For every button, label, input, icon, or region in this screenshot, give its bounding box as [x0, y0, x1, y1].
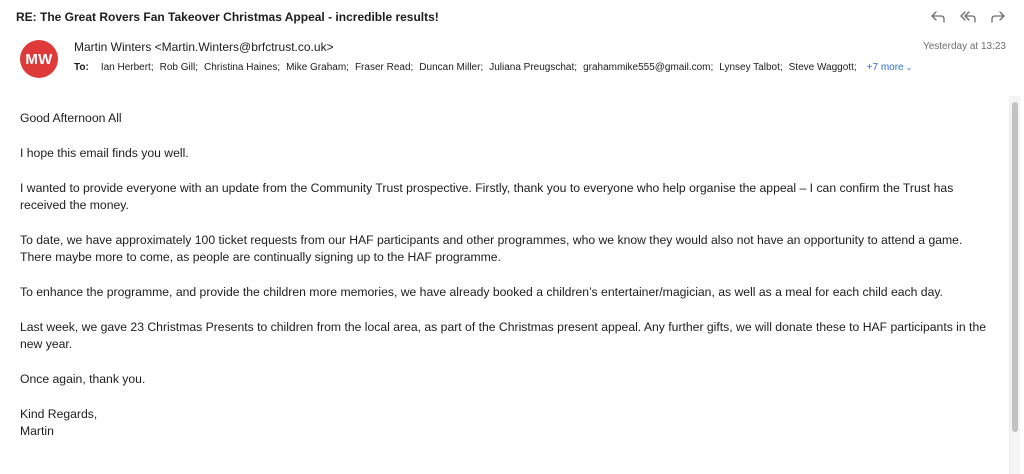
recipient[interactable]: Lynsey Talbot;: [719, 62, 783, 73]
closing: Kind Regards,: [20, 407, 98, 421]
body-paragraph: I wanted to provide everyone with an update from the Community Trust prospective. Firstly, thank you to everyone who help organise the appeal – I can confirm the Trust has received the money.: [20, 181, 954, 212]
recipient[interactable]: Mike Graham;: [286, 62, 349, 73]
body-paragraph: Once again, thank you.: [20, 372, 146, 386]
recipient[interactable]: Fraser Read;: [354, 62, 414, 73]
chevron-down-icon: ⌄: [905, 63, 913, 72]
body-paragraph: To enhance the programme, and provide the children more memories, we have already booked a children’s entertainer/magician, as well as a meal for each child each day.: [20, 285, 943, 299]
recipient[interactable]: grahammike555@gmail.com;: [583, 62, 714, 73]
forward-icon[interactable]: [988, 7, 1008, 27]
recipients-line: [74, 62, 984, 73]
message-actions: [928, 7, 1008, 27]
vertical-scrollbar[interactable]: [1009, 96, 1020, 474]
recipient[interactable]: Juliana Preugschat;: [489, 62, 578, 73]
reply-icon[interactable]: [928, 7, 948, 27]
sender-name[interactable]: Martin Winters <Martin.Winters@brfctrust.co.uk>: [74, 40, 334, 54]
body-paragraph: To date, we have approximately 100 ticket requests from our HAF participants and other programmes, who we know they would also not have an opportunity to attend a game. There maybe more to come, as people are continually signing up to the HAF programme.: [20, 233, 963, 264]
to-label: To:: [74, 62, 89, 73]
more-recipients-label: +7 more: [866, 62, 904, 73]
reply-all-icon[interactable]: [958, 7, 978, 27]
recipient[interactable]: Ian Herbert;: [100, 62, 154, 73]
recipient[interactable]: Christina Haines;: [203, 62, 281, 73]
recipient[interactable]: Steve Waggott;: [788, 62, 857, 73]
greeting: Good Afternoon All: [20, 111, 122, 125]
recipient[interactable]: Duncan Miller;: [419, 62, 484, 73]
email-subject: RE: The Great Rovers Fan Takeover Christmas Appeal - incredible results!: [16, 10, 439, 24]
body-paragraph: I hope this email finds you well.: [20, 146, 189, 160]
email-body: [20, 110, 986, 440]
body-paragraph: Last week, we gave 23 Christmas Presents to children from the local area, as part of the Christmas present appeal. Any further gifts, we will donate these to HAF participants in the new year.: [20, 320, 986, 351]
scrollbar-thumb[interactable]: [1012, 102, 1018, 432]
sender-avatar: MW: [20, 40, 58, 78]
more-recipients-link[interactable]: [867, 62, 913, 73]
signature: Martin: [20, 424, 54, 438]
recipient[interactable]: Rob Gill;: [159, 62, 198, 73]
received-timestamp: Yesterday at 13:23: [922, 41, 1006, 52]
